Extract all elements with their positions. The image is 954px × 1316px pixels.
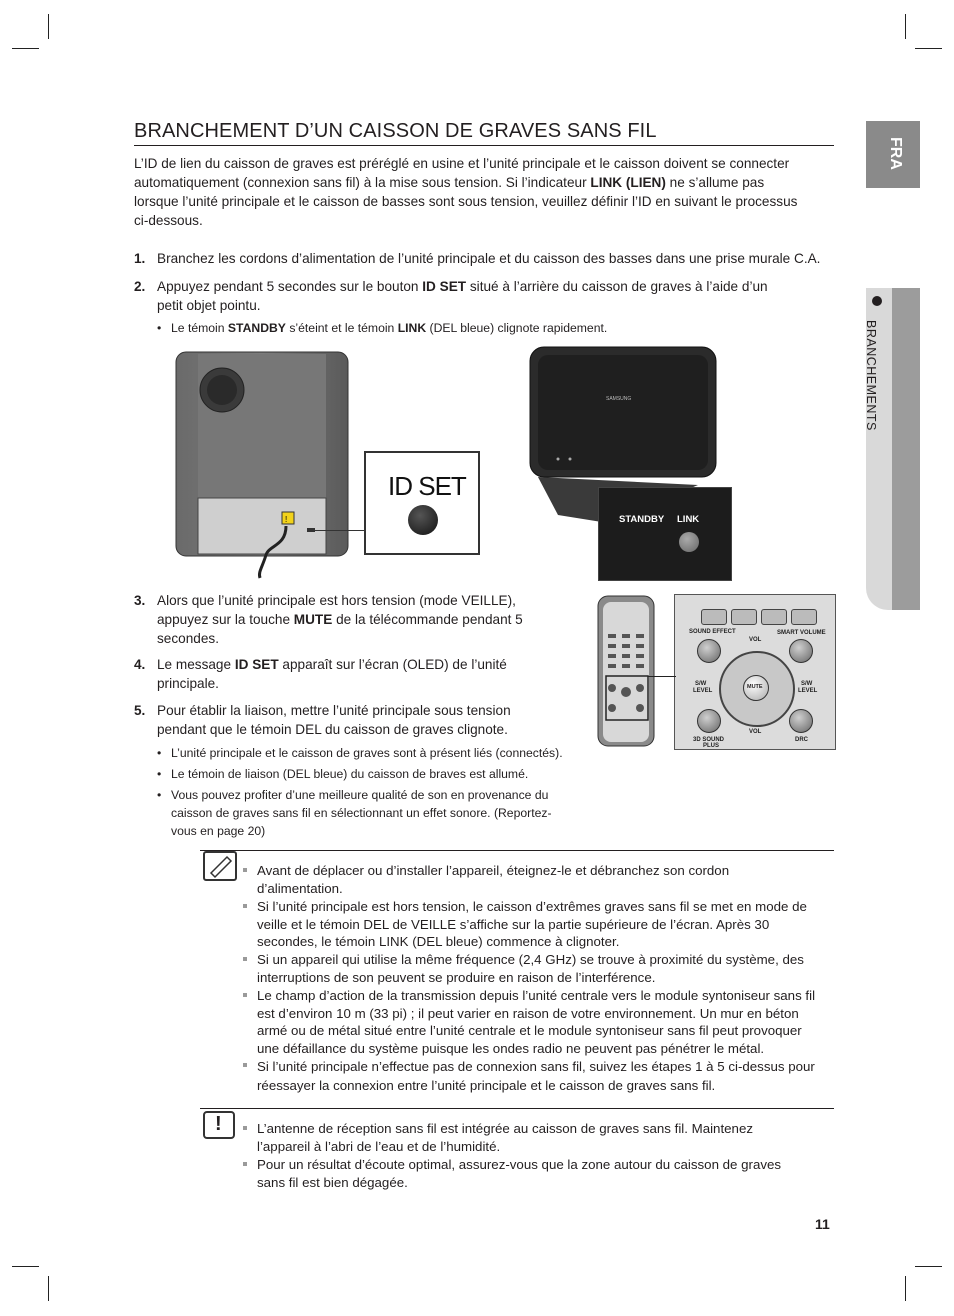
section-tab-band: [892, 288, 920, 610]
sw-level-label: LEVEL: [693, 688, 713, 694]
step-4: 4. Le message ID SET apparaît sur l’écran (OLED) de l’unité principale.: [134, 657, 507, 691]
id-set-label: ID SET: [388, 471, 466, 501]
drc-button: [789, 709, 813, 733]
stop-icon: [731, 609, 757, 625]
crop-mark: [905, 14, 906, 39]
sound-effect-label: SOUND EFFECT: [689, 629, 736, 635]
step-text: petit objet pointu.: [157, 298, 261, 313]
drc-label: DRC: [795, 737, 808, 743]
language-tab-label: FRA: [887, 137, 904, 170]
intro-bold: LINK (LIEN): [590, 175, 666, 190]
step-bold: ID SET: [422, 279, 467, 294]
intro-line: ne s’allume pas: [665, 175, 765, 190]
intro-line: ci-dessous.: [134, 213, 203, 228]
mute-label: MUTE: [747, 684, 763, 690]
intro-line: lorsque l’unité principale et le caisson de basses sont sous tension, veuillez définir l’ID en suivant le processus: [134, 194, 798, 209]
page-title: BRANCHEMENT D’UN CAISSON DE GRAVES SANS FIL: [134, 120, 834, 146]
section-tab-label: BRANCHEMENTS: [864, 320, 878, 431]
brand-logo: SAMSUNG: [606, 396, 632, 402]
crop-mark: [12, 48, 39, 49]
intro-line: automatiquement (connexion sans fil) à la mise sous tension. Si l’indicateur: [134, 175, 591, 190]
crop-mark: [905, 1276, 906, 1301]
standby-link-callout: [598, 487, 732, 581]
id-set-button: [408, 505, 438, 535]
sound-3d-button: [697, 709, 721, 733]
bullet-icon: •: [157, 746, 162, 760]
link-label: LINK: [677, 514, 700, 525]
step-3: 3. Alors que l’unité principale est hors tension (mode VEILLE), appuyez sur la touche MUTE de la télécommande pendant 5 secondes.: [134, 593, 523, 646]
step-number: 1.: [134, 251, 146, 266]
step-text: situé à l’arrière du caisson de graves à l’aide d’un: [466, 279, 768, 294]
intro-paragraph: [134, 154, 834, 230]
crop-mark: [915, 48, 942, 49]
step-text: Branchez les cordons d’alimentation de l’unité principale et du caisson des basses dans une prise murale C.A.: [157, 251, 821, 266]
step-text: Appuyez pendant 5 secondes sur le bouton: [157, 279, 423, 294]
warnings-divider: [200, 1108, 834, 1109]
callout-line: [648, 676, 676, 677]
sw-level-label: S/W: [801, 681, 813, 687]
crop-mark: [12, 1266, 39, 1267]
remote-control-illustration: [594, 594, 658, 752]
play-pause-icon: [761, 609, 787, 625]
vol-label: VOL: [749, 637, 762, 643]
mute-button: [743, 675, 769, 701]
sound-3d-label: PLUS: [703, 743, 720, 749]
svg-text:!: !: [285, 515, 288, 524]
bullet-icon: •: [157, 788, 162, 802]
section-bullet-icon: [872, 296, 882, 306]
step-number: 5.: [134, 703, 146, 718]
sw-level-label: S/W: [695, 681, 707, 687]
intro-line: L’ID de lien du caisson de graves est préréglé en usine et l’unité principale et le caisson doivent se connecter: [134, 156, 790, 171]
step-number: 4.: [134, 657, 146, 672]
link-led-icon: [679, 532, 699, 552]
crop-mark: [915, 1266, 942, 1267]
id-set-callout: [364, 451, 480, 555]
language-tab: [866, 121, 920, 188]
step-5-bullet: • Vous pouvez profiter d’une meilleure qualité de son en provenance du caisson de graves sans fil en sélectionnant un effet sonore. (Reportez- vous en page 20): [157, 788, 552, 838]
step-number: 2.: [134, 279, 146, 294]
callout-line: [310, 530, 366, 531]
vol-label: VOL: [749, 729, 762, 735]
sw-level-label: LEVEL: [798, 688, 818, 694]
page-number: 11: [815, 1216, 830, 1232]
step-2: [134, 277, 834, 317]
step-5: 5. Pour établir la liaison, mettre l’unité principale sous tension pendant que le témoin DEL du caisson de graves clignote.: [134, 703, 511, 737]
crop-mark: [48, 1276, 49, 1301]
sound-effect-button: [697, 639, 721, 663]
prev-icon: [701, 609, 727, 625]
sound-3d-label: 3D SOUND: [693, 737, 725, 743]
notes-divider: [200, 850, 834, 851]
smart-volume-label: SMART VOLUME: [777, 630, 826, 636]
next-icon: [791, 609, 817, 625]
bullet-icon: •: [157, 321, 162, 335]
step-number: 3.: [134, 593, 146, 608]
crop-mark: [48, 14, 49, 39]
subwoofer-rear-illustration: [174, 350, 354, 585]
smart-volume-button: [789, 639, 813, 663]
note-pencil-icon: [203, 851, 237, 881]
standby-label: STANDBY: [619, 514, 665, 525]
bullet-icon: •: [157, 767, 162, 781]
warning-mark: !: [215, 1113, 222, 1135]
remote-zoom-panel: [674, 594, 836, 750]
warning-icon: [203, 1111, 235, 1139]
